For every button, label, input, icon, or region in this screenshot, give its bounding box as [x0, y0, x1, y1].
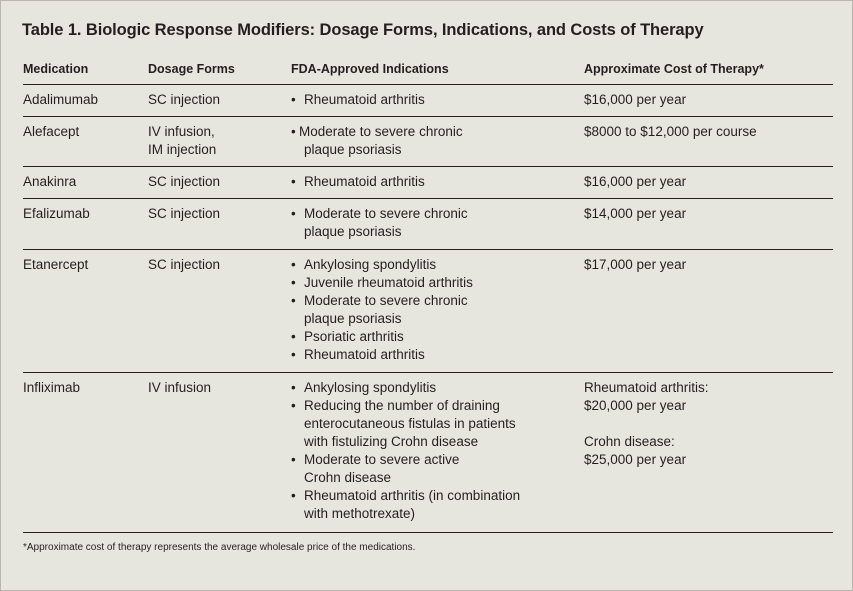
indications-cell [291, 123, 463, 159]
cost-cell [584, 173, 686, 191]
bullet-icon: • [291, 347, 296, 362]
bullet-icon: • [291, 398, 296, 413]
cost-value: $25,000 per year [584, 452, 687, 467]
indication-item [291, 328, 473, 346]
dosage-cell [148, 91, 220, 109]
cost-value: Crohn disease: [584, 434, 675, 449]
medication-name: Adalimumab [23, 92, 99, 107]
indication-text: plaque psoriasis [304, 142, 402, 157]
indication-text: Rheumatoid arthritis [304, 347, 425, 362]
bullet-icon: • [291, 293, 296, 308]
dosage-form: SC injection [148, 206, 221, 221]
indication-text: Ankylosing spondylitis [304, 257, 437, 272]
header-indications: FDA-Approved Indications [291, 62, 449, 76]
medication-cell [23, 205, 90, 223]
bullet-icon: • [291, 124, 296, 139]
indication-text: Moderate to severe active [304, 452, 460, 467]
cost-cell [584, 256, 686, 274]
dosage-form: IM injection [148, 142, 217, 157]
indication-text: with methotrexate) [304, 506, 416, 521]
row-rule [23, 372, 833, 373]
bullet-icon: • [291, 174, 296, 189]
row-rule [23, 249, 833, 250]
indication-item [291, 397, 520, 451]
indication-text: enterocutaneous fistulas in patients [304, 416, 516, 431]
indication-text: Crohn disease [304, 470, 392, 485]
medication-name: Efalizumab [23, 206, 90, 221]
indication-item [291, 451, 520, 487]
medication-name: Alefacept [23, 124, 80, 139]
dosage-form: IV infusion [148, 380, 212, 395]
row-rule [23, 198, 833, 199]
medication-name: Etanercept [23, 257, 89, 272]
indication-text: Rheumatoid arthritis [304, 174, 425, 189]
indications-cell [291, 91, 425, 109]
cost-cell [584, 205, 686, 223]
indication-item [291, 256, 473, 274]
cost-cell [584, 123, 757, 141]
indication-text: Psoriatic arthritis [304, 329, 404, 344]
indication-item [291, 292, 473, 328]
dosage-cell [148, 256, 220, 274]
cost-value: $16,000 per year [584, 92, 687, 107]
indication-item [291, 379, 520, 397]
indication-item [291, 487, 520, 523]
cost-value: $16,000 per year [584, 174, 687, 189]
dosage-form: SC injection [148, 92, 221, 107]
indications-cell [291, 173, 425, 191]
indication-text: Rheumatoid arthritis (in combination [304, 488, 521, 503]
indication-text: plaque psoriasis [304, 311, 402, 326]
indications-cell [291, 205, 468, 241]
cost-spacer [584, 415, 709, 433]
dosage-form: IV infusion, [148, 124, 215, 139]
indications-cell [291, 256, 473, 364]
row-rule [23, 532, 833, 533]
cost-value: $20,000 per year [584, 398, 687, 413]
cost-cell [584, 379, 709, 469]
indication-item [291, 274, 473, 292]
indication-item [291, 91, 425, 109]
indication-text: plaque psoriasis [304, 224, 402, 239]
medication-name: Anakinra [23, 174, 77, 189]
dosage-cell [148, 173, 220, 191]
cost-value: $14,000 per year [584, 206, 687, 221]
indication-text: with fistulizing Crohn disease [304, 434, 479, 449]
indication-text: Reducing the number of draining [304, 398, 500, 413]
bullet-icon: • [291, 257, 296, 272]
indication-text: Ankylosing spondylitis [304, 380, 437, 395]
bullet-icon: • [291, 275, 296, 290]
bullet-icon: • [291, 92, 296, 107]
indication-text: Rheumatoid arthritis [304, 92, 425, 107]
indication-text: Juvenile rheumatoid arthritis [304, 275, 473, 290]
indication-item [291, 123, 463, 159]
row-rule [23, 116, 833, 117]
dosage-form: SC injection [148, 257, 221, 272]
cost-value: Rheumatoid arthritis: [584, 380, 709, 395]
dosage-form: SC injection [148, 174, 221, 189]
cost-value: $8000 to $12,000 per course [584, 124, 757, 139]
indication-text: Moderate to severe chronic [304, 293, 468, 308]
indication-item [291, 173, 425, 191]
medication-cell [23, 91, 98, 109]
medication-cell [23, 173, 76, 191]
bullet-icon: • [291, 206, 296, 221]
medication-cell [23, 123, 79, 141]
dosage-cell [148, 123, 216, 159]
header-medication: Medication [23, 62, 89, 76]
table-footnote: *Approximate cost of therapy represents the average wholesale price of the medications. [23, 542, 416, 553]
bullet-icon: • [291, 488, 296, 503]
medication-cell [23, 256, 88, 274]
header-rule [23, 84, 833, 85]
indications-cell [291, 379, 520, 523]
dosage-cell [148, 205, 220, 223]
header-cost: Approximate Cost of Therapy* [584, 62, 764, 76]
bullet-icon: • [291, 380, 296, 395]
cost-cell [584, 91, 686, 109]
dosage-cell [148, 379, 211, 397]
medication-name: Infliximab [23, 380, 81, 395]
indication-item [291, 205, 468, 241]
indication-text: Moderate to severe chronic [299, 124, 463, 139]
table-title: Table 1. Biologic Response Modifiers: Dosage Forms, Indications, and Costs of Therapy [22, 21, 704, 39]
row-rule [23, 166, 833, 167]
bullet-icon: • [291, 329, 296, 344]
indication-text: Moderate to severe chronic [304, 206, 468, 221]
medication-cell [23, 379, 80, 397]
cost-value: $17,000 per year [584, 257, 687, 272]
indication-item [291, 346, 473, 364]
header-dosage-forms: Dosage Forms [148, 62, 235, 76]
bullet-icon: • [291, 452, 296, 467]
